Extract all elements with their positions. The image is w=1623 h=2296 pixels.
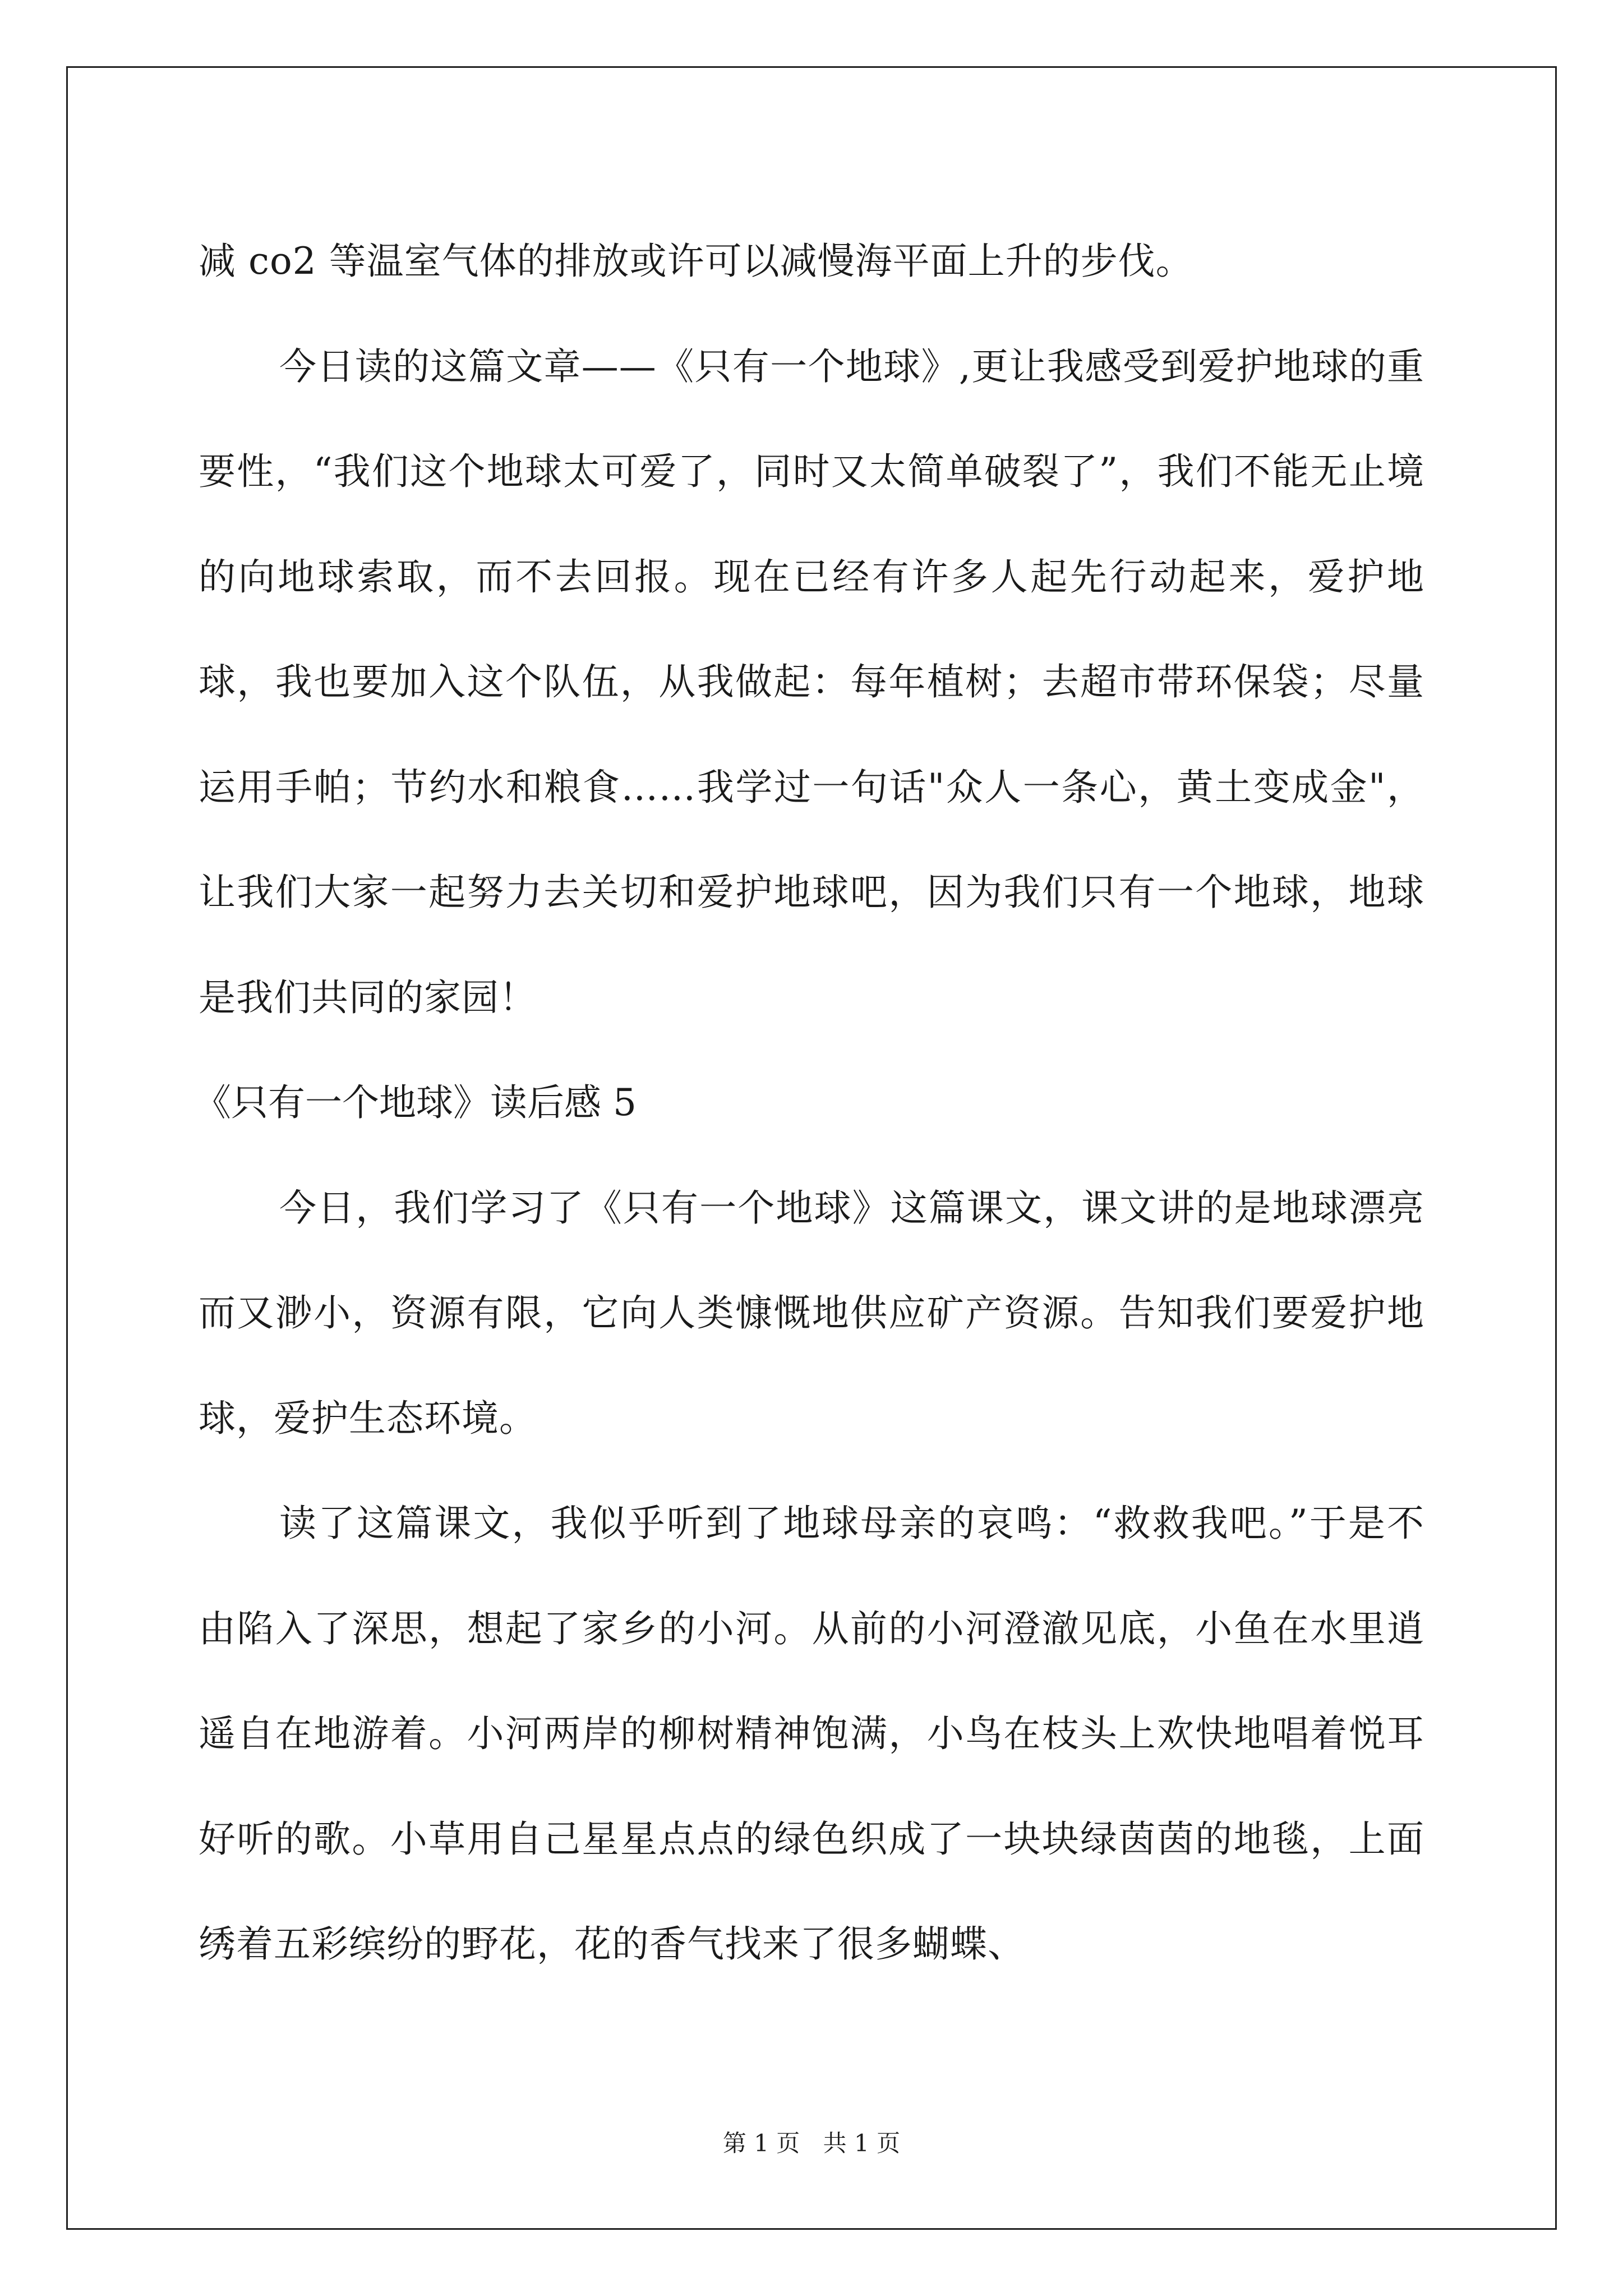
section-title: 《只有一个地球》读后感 5 bbox=[194, 1081, 637, 1124]
page-number: 第 1 页 bbox=[722, 2129, 800, 2157]
paragraph-reflection: 今日读的这篇文章——《只有一个地球》,更让我感受到爱护地球的重要性，“我们这个地球太可爱了，同时又太简单破裂了”，我们不能无止境的向地球索取，而不去回报。现在已经有许多人起先行动起来，爱护地球，我也要加入这个队伍，从我做起：每年植树；去超市带环保袋；尽量运用手帕；节约水和粮食……我学过一句话"众人一条心，黄土变成金"，让我们大家一起努力去关切和爱护地球吧，因为我们只有一个地球，地球是我们共同的家园！ bbox=[199, 344, 1424, 1019]
page-footer bbox=[0, 2125, 1623, 2159]
paragraph-river-memory: 读了这篇课文，我似乎听到了地球母亲的哀鸣：“救救我吧。”于是不由陷入了深思，想起了家乡的小河。从前的小河澄澈见底，小鱼在水里逍遥自在地游着。小河两岸的柳树精神饱满，小鸟在枝头上欢快地唱着悦耳好听的歌。小草用自己星星点点的绿色织成了一块块绿茵茵的地毯，上面绣着五彩缤纷的野花，花的香气找来了很多蝴蝶、 bbox=[199, 1502, 1424, 1966]
paragraph-intro: 今日，我们学习了《只有一个地球》这篇课文，课文讲的是地球漂亮而又渺小，资源有限，它向人类慷慨地供应矿产资源。告知我们要爱护地球，爱护生态环境。 bbox=[199, 1186, 1424, 1440]
paragraph-continuation: 减 co2 等温室气体的排放或许可以减慢海平面上升的步伐。 bbox=[199, 240, 1193, 283]
page-total: 共 1 页 bbox=[823, 2129, 901, 2157]
document-body bbox=[194, 209, 1424, 1997]
